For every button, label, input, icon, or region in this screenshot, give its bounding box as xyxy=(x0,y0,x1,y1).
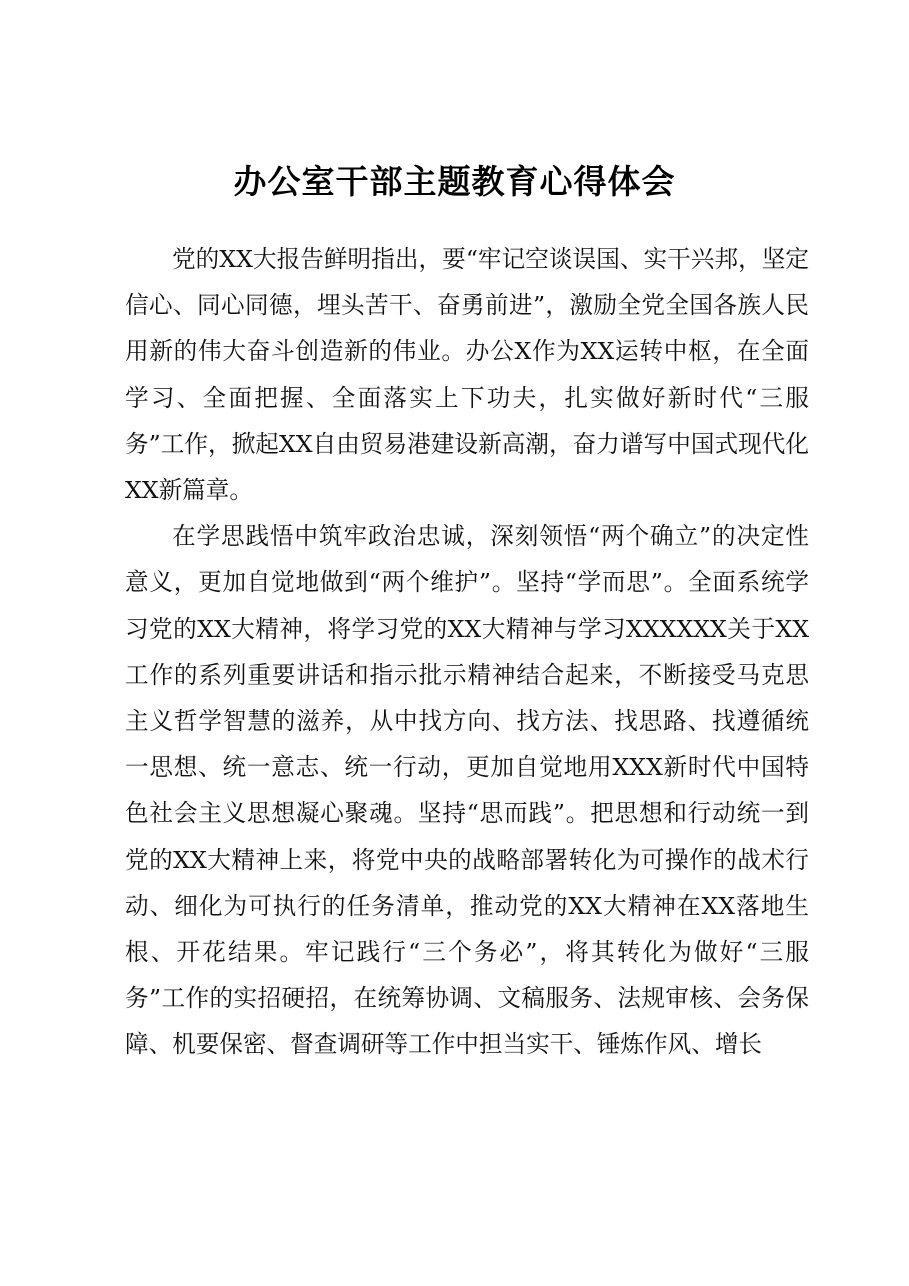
paragraph-1: 党的XX大报告鲜明指出，要“牢记空谈误国、实干兴邦，坚定信心、同心同德，埋头苦干、奋勇前进”，激励全党全国各族人民用新的伟大奋斗创造新的伟业。办公X作为XX运转中枢，在全面学习、全面把握、全面落实上下功夫，扎实做好新时代“三服务”工作，掀起XX自由贸易港建设新高潮，奋力谱写中国式现代化XX新篇章。 xyxy=(125,245,809,505)
paragraph-2: 在学思践悟中筑牢政治忠诚，深刻领悟“两个确立”的决定性意义，更加自觉地做到“两个维护”。坚持“学而思”。全面系统学习党的XX大精神，将学习党的XX大精神与学习XXXXXX关于XX工作的系列重要讲话和指示批示精神结合起来，不断接受马克思主义哲学智慧的滋养，从中找方向、找方法、找思路、找遵循统一思想、统一意志、统一行动，更加自觉地用XXX新时代中国特色社会主义思想凝心聚魂。坚持“思而践”。把思想和行动统一到党的XX大精神上来，将党中央的战略部署转化为可操作的战术行动、细化为可执行的任务清单，推动党的XX大精神在XX落地生根、开花结果。牢记践行“三个务必”，将其转化为做好“三服务”工作的实招硬招，在统筹协调、文稿服务、法规审核、会务保障、机要保密、督查调研等工作中担当实干、锤炼作风、增长 xyxy=(125,522,809,1059)
document-title: 办公室干部主题教育心得体会 xyxy=(233,162,676,201)
document-body xyxy=(125,236,809,1068)
